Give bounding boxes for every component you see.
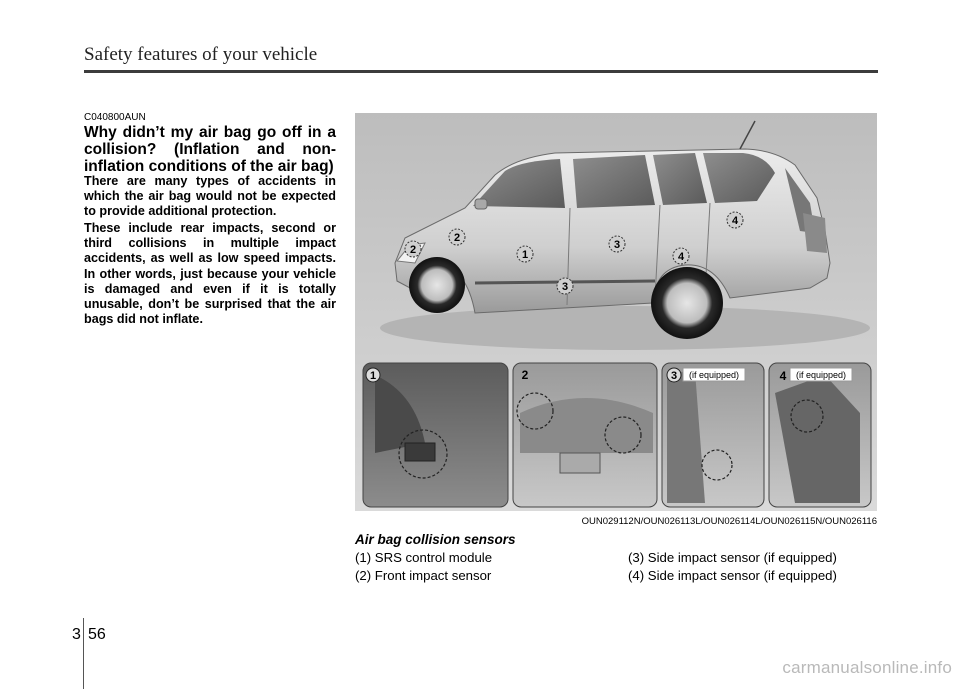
svg-text:(if equipped): (if equipped) bbox=[688, 370, 740, 380]
detail-panel-2 bbox=[513, 363, 657, 507]
svg-text:(if equipped): (if equipped) bbox=[795, 370, 847, 380]
svg-text:2: 2 bbox=[453, 232, 461, 244]
chapter-number: 3 bbox=[72, 626, 81, 643]
car-marker-3-floor bbox=[557, 278, 573, 294]
svg-text:3: 3 bbox=[613, 239, 621, 251]
air-bag-sensor-figure bbox=[355, 113, 877, 511]
rear-wheel bbox=[651, 267, 723, 339]
paragraph-1: There are many types of accidents in which the air bag would not be expected to provide additional protection. bbox=[84, 174, 336, 219]
car-marker-3-pillar bbox=[609, 236, 625, 252]
detail-panel-3 bbox=[662, 363, 764, 507]
svg-text:3: 3 bbox=[670, 370, 678, 382]
caption-item-2: (2) Front impact sensor bbox=[355, 568, 492, 583]
page-margin-line bbox=[83, 618, 84, 689]
section-code: C040800AUN bbox=[84, 112, 146, 123]
site-watermark: carmanualsonline.info bbox=[782, 658, 952, 677]
caption-item-1: (1) SRS control module bbox=[355, 550, 493, 565]
svg-text:3: 3 bbox=[561, 281, 569, 293]
caption-item-4: (4) Side impact sensor (if equipped) bbox=[628, 568, 837, 583]
section-heading: Why didn’t my air bag go off in a collision? (Inflation and non-inflation conditions of the air bag) bbox=[84, 124, 336, 175]
detail-panel-4 bbox=[769, 363, 871, 507]
page-number: 56 bbox=[88, 626, 106, 643]
detail-panel-1 bbox=[363, 363, 508, 507]
caption-title: Air bag collision sensors bbox=[355, 532, 516, 547]
svg-text:2: 2 bbox=[409, 244, 417, 256]
svg-text:1: 1 bbox=[369, 370, 377, 382]
car-marker-1 bbox=[517, 246, 533, 262]
svg-text:4: 4 bbox=[677, 251, 685, 263]
paragraph-2: These include rear impacts, second or third collisions in multiple impact accidents, as well as low speed impacts. In other words, just because your vehicle is damaged and even if it is totally unusable, don’t be surprised that the air bags did not inflate. bbox=[84, 221, 336, 327]
figure-illustration bbox=[355, 113, 877, 511]
car-marker-2-front bbox=[405, 241, 421, 257]
car-marker-4-lower bbox=[673, 248, 689, 264]
running-header-title: Safety features of your vehicle bbox=[84, 44, 318, 65]
car-marker-2-center bbox=[449, 229, 465, 245]
front-wheel bbox=[409, 257, 465, 313]
svg-text:4: 4 bbox=[731, 215, 739, 227]
svg-text:1: 1 bbox=[521, 249, 529, 261]
figure-code: OUN029112N/OUN026113L/OUN026114L/OUN026115N/OUN026116 bbox=[581, 516, 877, 527]
header-rule bbox=[84, 70, 878, 73]
svg-text:2: 2 bbox=[521, 368, 529, 382]
svg-text:4: 4 bbox=[779, 369, 787, 383]
car-shadow bbox=[380, 306, 870, 350]
car-marker-4-upper bbox=[727, 212, 743, 228]
caption-item-3: (3) Side impact sensor (if equipped) bbox=[628, 550, 837, 565]
